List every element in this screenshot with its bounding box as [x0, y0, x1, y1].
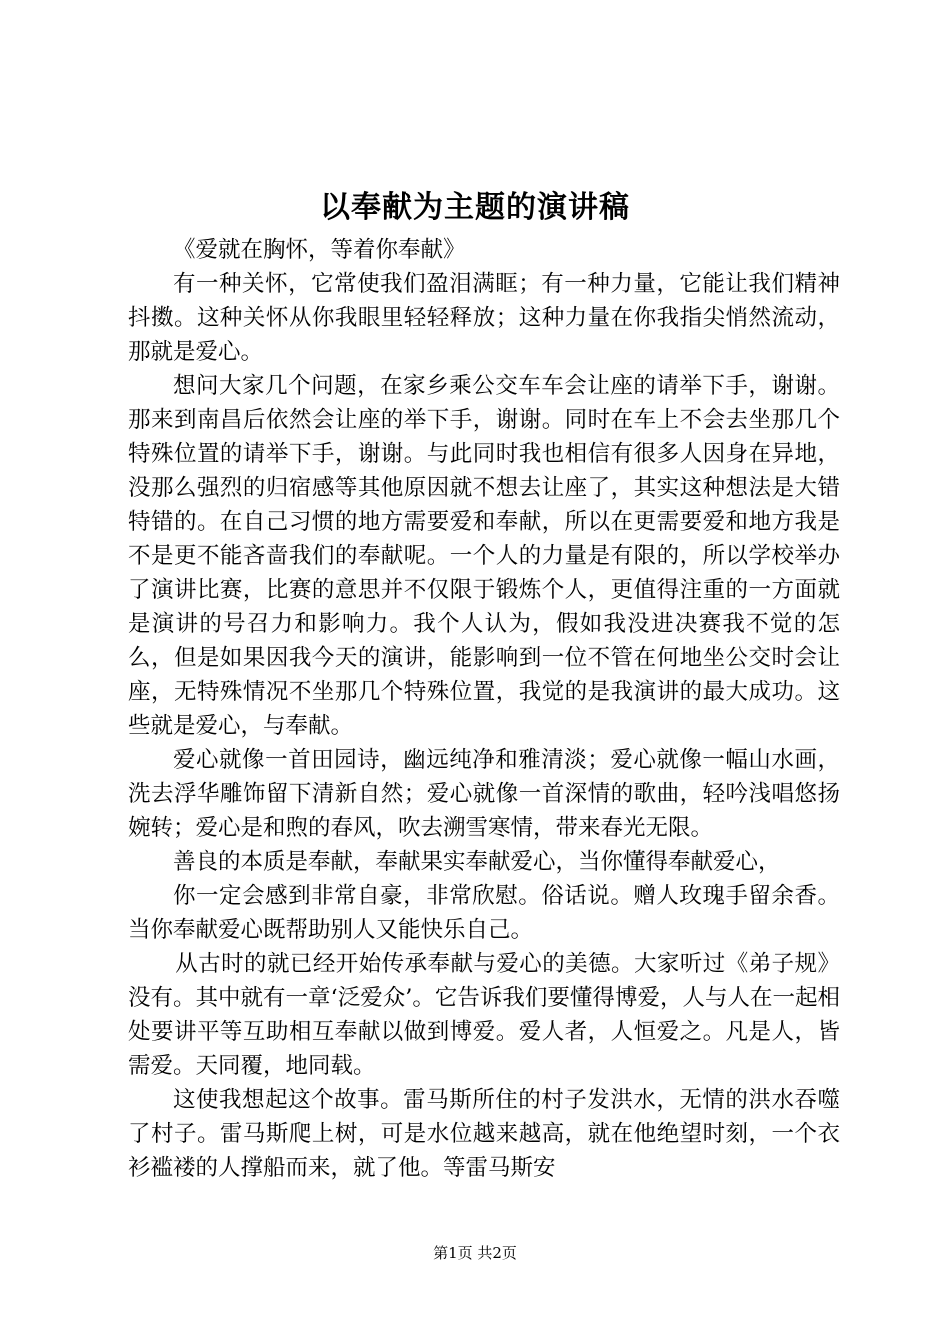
paragraph: 从古时的就已经开始传承奉献与爱心的美德。大家听过《弟子规》没有。其中就有一章‘泛爱众’。它告诉我们要懂得博爱，人与人在一起相处要讲平等互助相互奉献以做到博爱。爱人者，人恒爱之。凡是人，皆需爱。天同覆，地同载。 [128, 951, 840, 1079]
paragraph: 有一种关怀，它常使我们盈泪满眶；有一种力量，它能让我们精神抖擞。这种关怀从你我眼里轻轻释放；这种力量在你我指尖悄然流动，那就是爱心。 [128, 271, 840, 365]
paragraph: 爱心就像一首田园诗，幽远纯净和雅清淡；爱心就像一幅山水画，洗去浮华雕饰留下清新自然；爱心就像一首深情的歌曲，轻吟浅唱悠扬婉转；爱心是和煦的春风，吹去溯雪寒情，带来春光无限。 [128, 747, 840, 841]
paragraph: 想问大家几个问题，在家乡乘公交车车会让座的请举下手，谢谢。那来到南昌后依然会让座的举下手，谢谢。同时在车上不会去坐那几个特殊位置的请举下手，谢谢。与此同时我也相信有很多人因身在异地，没那么强烈的归宿感等其他原因就不想去让座了，其实这种想法是大错特错的。在自己习惯的地方需要爱和奉献，所以在更需要爱和地方我是不是更不能吝啬我们的奉献呢。一个人的力量是有限的，所以学校举办了演讲比赛，比赛的意思并不仅限于锻炼个人，更值得注重的一方面就是演讲的号召力和影响力。我个人认为，假如我没进决赛我不觉的怎么，但是如果因我今天的演讲，能影响到一位不管在何地坐公交时会让座，无特殊情况不坐那几个特殊位置，我觉的是我演讲的最大成功。这些就是爱心，与奉献。 [128, 373, 840, 739]
document-body [128, 233, 840, 1185]
speech-subtitle: 《爱就在胸怀，等着你奉献》 [173, 237, 466, 263]
document-title: 以奉献为主题的演讲稿 [320, 190, 630, 225]
page-number: 第1页 共2页 [433, 1244, 517, 1262]
paragraph: 善良的本质是奉献，奉献果实奉献爱心，当你懂得奉献爱心， [173, 849, 781, 875]
paragraph: 你一定会感到非常自豪，非常欣慰。俗话说。赠人玫瑰手留余香。当你奉献爱心既帮助别人又能快乐自己。 [128, 883, 840, 943]
paragraph: 这使我想起这个故事。雷马斯所住的村子发洪水，无情的洪水吞噬了村子。雷马斯爬上树，可是水位越来越高，就在他绝望时刻，一个衣衫褴褛的人撑船而来，就了他。等雷马斯安 [128, 1087, 840, 1181]
